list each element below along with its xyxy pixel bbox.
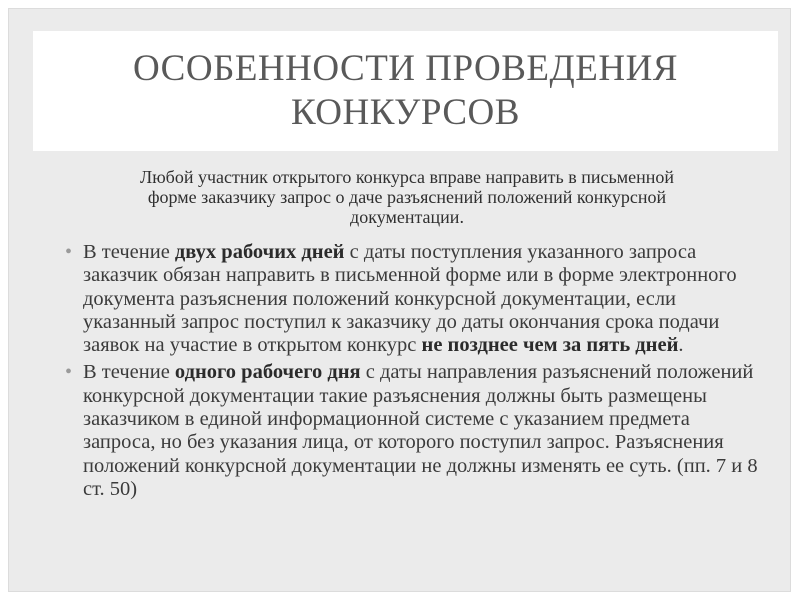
bullet-1-text-a: В течение bbox=[83, 241, 175, 263]
slide-title-box bbox=[33, 31, 778, 151]
bullet-item-1 bbox=[63, 241, 763, 357]
bullet-2-emphasis-deadline: одного рабочего дня bbox=[174, 361, 361, 384]
bullet-1-text-c: . bbox=[678, 334, 684, 357]
slide-title-line-1: ОСОБЕННОСТИ ПРОВЕДЕНИЯ bbox=[133, 48, 678, 89]
bullet-2-text-b: с даты направления разъяснений положений конкурсной документации такие разъяснения должны быть размещены заказчиком в единой информационной системе с указанием предмета запроса, но без указания лица, от которого поступил запрос. Разъяснения положений конкурсной документации не должны изменять ее суть. (пп. 7 и 8 ст. 50) bbox=[83, 361, 758, 500]
bullet-item-2 bbox=[63, 361, 763, 501]
bullet-1-emphasis-deadline: двух рабочих дней bbox=[174, 241, 345, 263]
intro-line-3: документации. bbox=[350, 207, 464, 227]
slide bbox=[8, 8, 791, 592]
bullet-1-emphasis-limit: не позднее чем за пять дней bbox=[421, 334, 679, 357]
bullet-icon: • bbox=[65, 361, 73, 384]
intro-line-2: форме заказчику запрос о даче разъяснений положений конкурсной bbox=[147, 187, 667, 207]
intro-paragraph bbox=[61, 167, 753, 227]
bullet-1-text-b: с даты поступления указанного запроса заказчик обязан направить в письменной форме или в форме электронного документа разъяснения положений конкурсной документации, если указанный запрос поступил к заказчику до даты окончания срока подачи заявок на участие в открытом конкурс bbox=[83, 241, 737, 357]
slide-title-line-2: КОНКУРСОВ bbox=[291, 92, 520, 133]
intro-line-1: Любой участник открытого конкурса вправе направить в письменной bbox=[140, 167, 674, 187]
bullet-icon: • bbox=[65, 241, 73, 263]
bullet-2-text-a: В течение bbox=[83, 361, 175, 384]
bullet-list bbox=[63, 241, 763, 505]
